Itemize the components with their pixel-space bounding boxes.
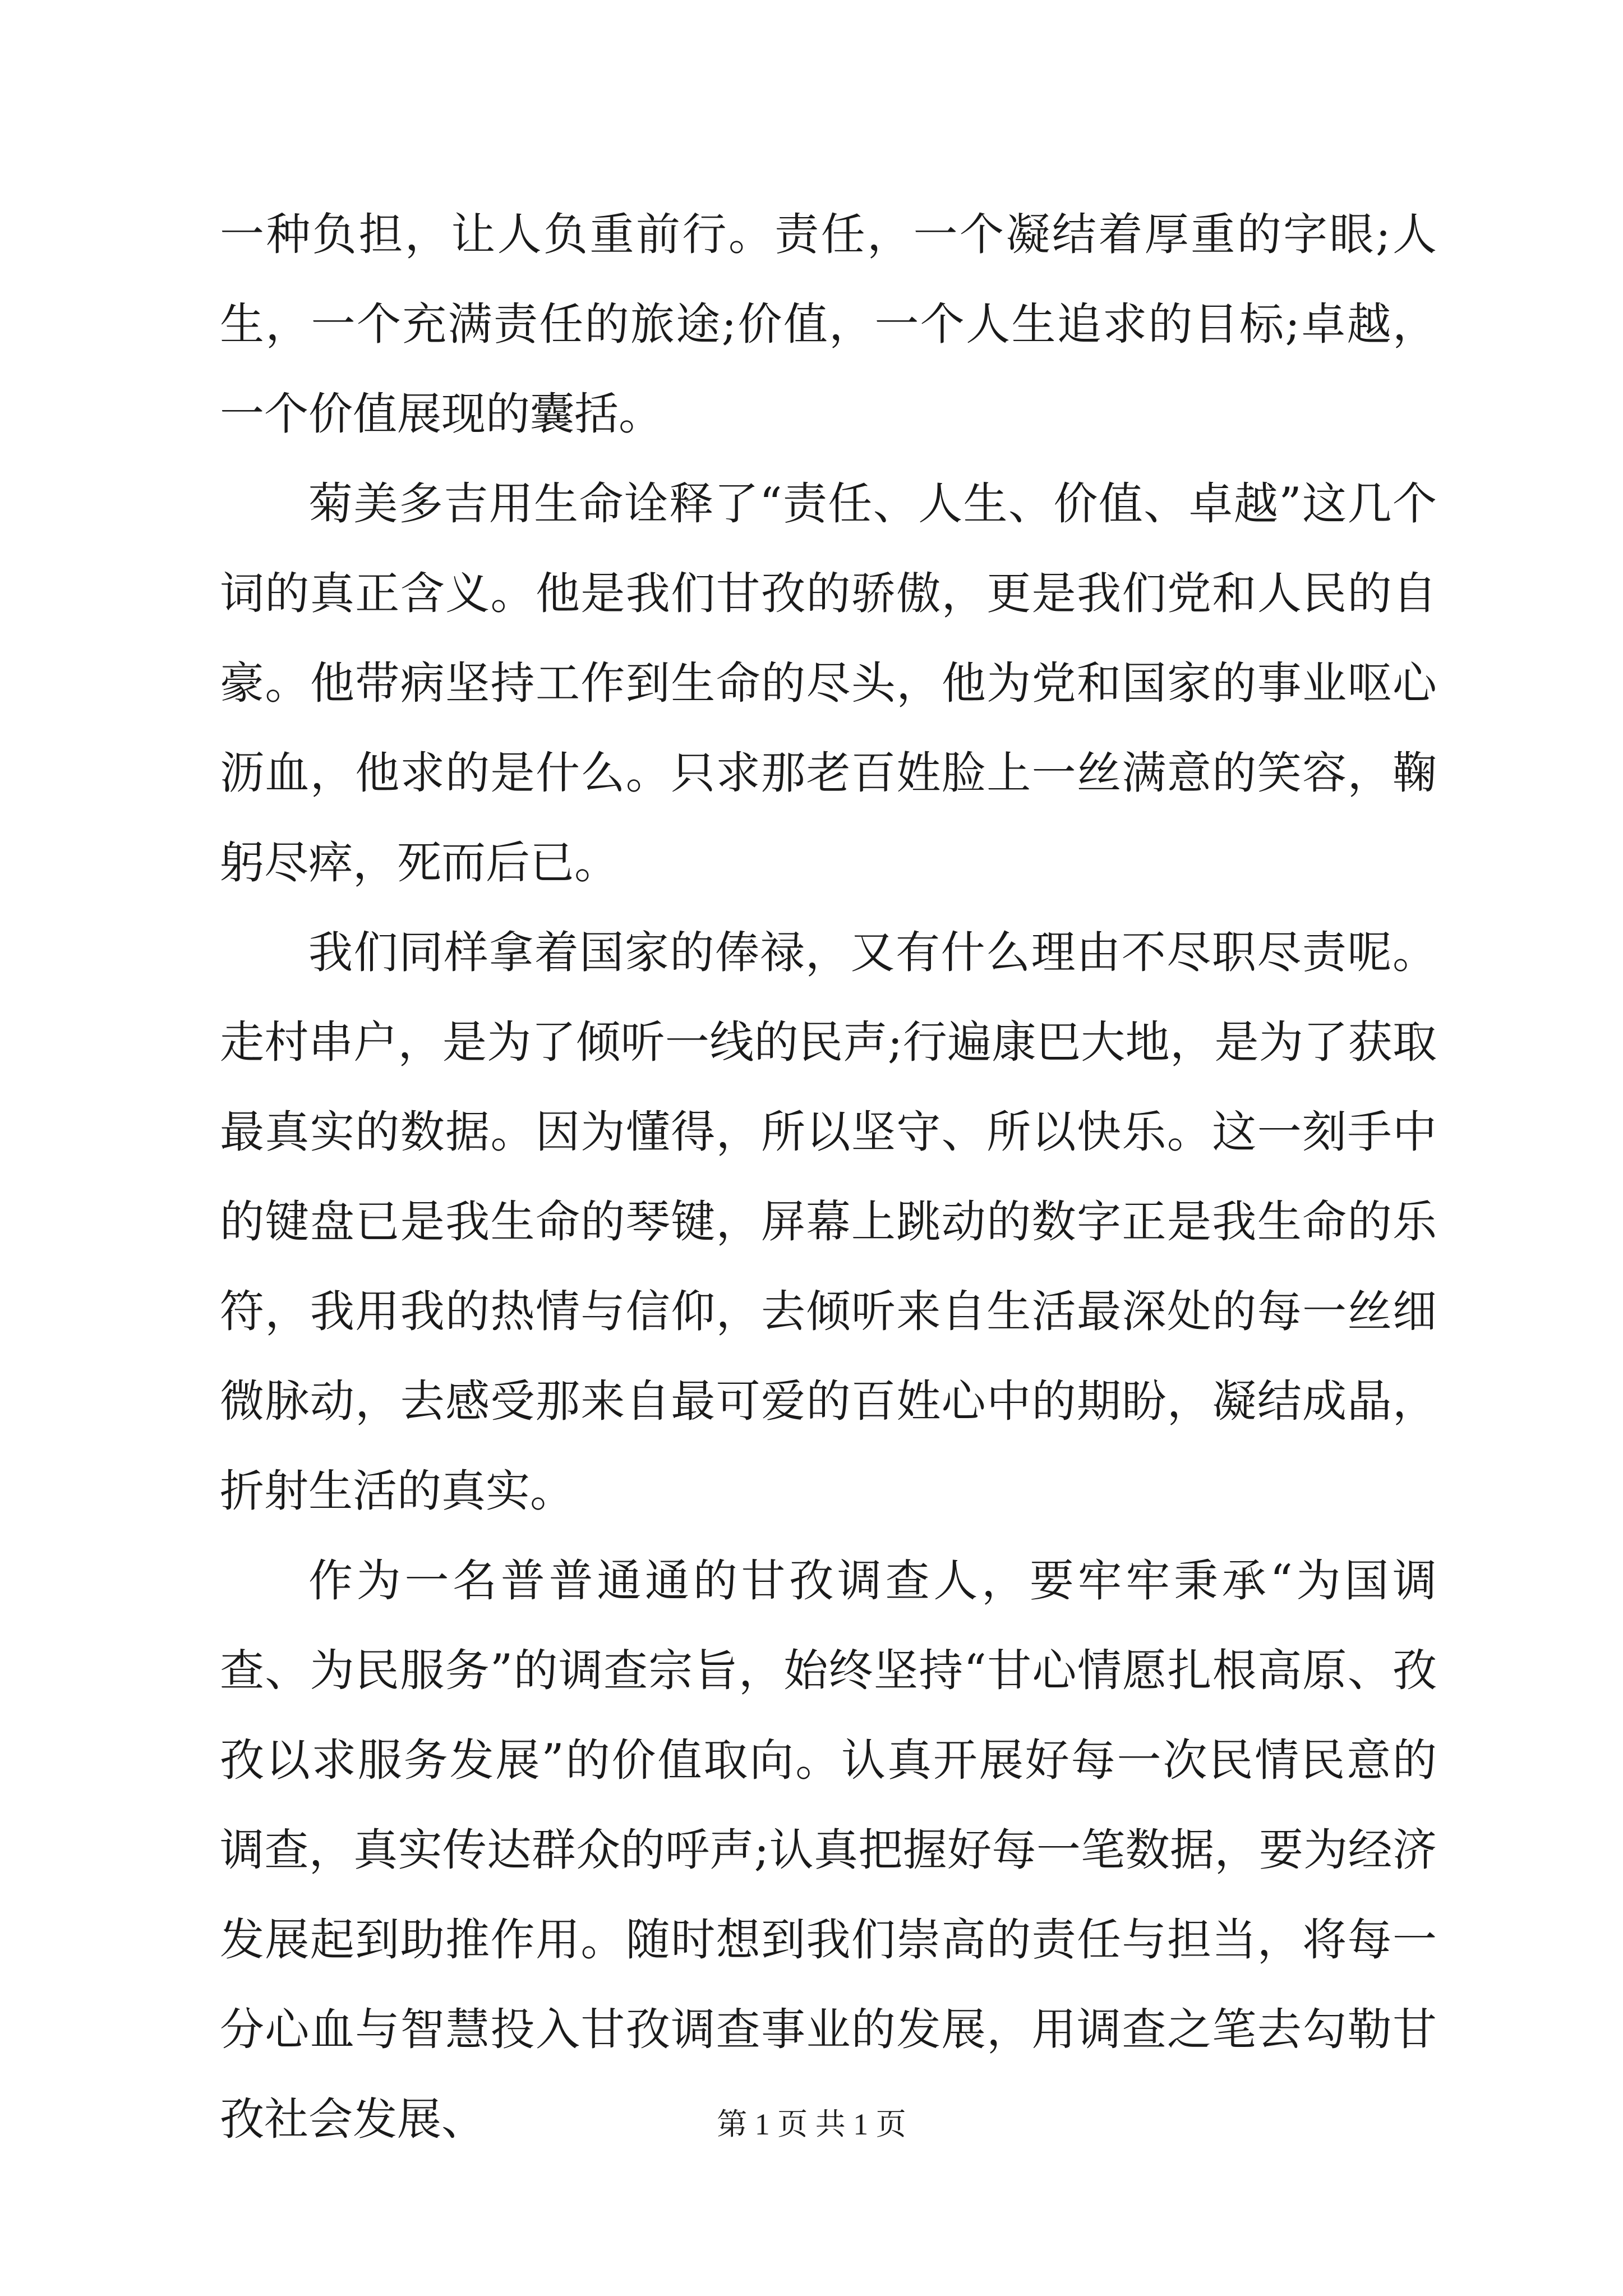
paragraph-4: 作为一名普普通通的甘孜调查人，要牢牢秉承“为国调查、为民服务”的调查宗旨，始终坚持“甘心情愿扎根高原、孜孜以求服务发展”的价值取向。认真开展好每一次民情民意的调查，真实传达群众的呼声;认真把握好每一笔数据，要为经济发展起到助推作用。随时想到我们崇高的责任与担当，将每一分心血与智慧投入甘孜调查事业的发展，用调查之笔去勾勒甘孜社会发展、 [220,1555,1437,2145]
paragraph-3: 我们同样拿着国家的俸禄，又有什么理由不尽职尽责呢。走村串户，是为了倾听一线的民声;行遍康巴大地，是为了获取最真实的数据。因为懂得，所以坚守、所以快乐。这一刻手中的键盘已是我生命的琴键，屏幕上跳动的数字正是我生命的乐符，我用我的热情与信仰，去倾听来自生活最深处的每一丝细微脉动，去感受那来自最可爱的百姓心中的期盼，凝结成晶，折射生活的真实。 [220,927,1437,1517]
document-body [220,190,1437,2164]
page-footer: 第 1 页 共 1 页 [717,2108,906,2141]
paragraph-1: 一种负担，让人负重前行。责任，一个凝结着厚重的字眼;人生，一个充满责任的旅途;价值，一个人生追求的目标;卓越，一个价值展现的囊括。 [220,209,1437,440]
paragraph-2: 菊美多吉用生命诠释了“责任、人生、价值、卓越”这几个词的真正含义。他是我们甘孜的骄傲，更是我们党和人民的自豪。他带病坚持工作到生命的尽头，他为党和国家的事业呕心沥血，他求的是什么。只求那老百姓脸上一丝满意的笑容，鞠躬尽瘁，死而后已。 [220,478,1437,889]
